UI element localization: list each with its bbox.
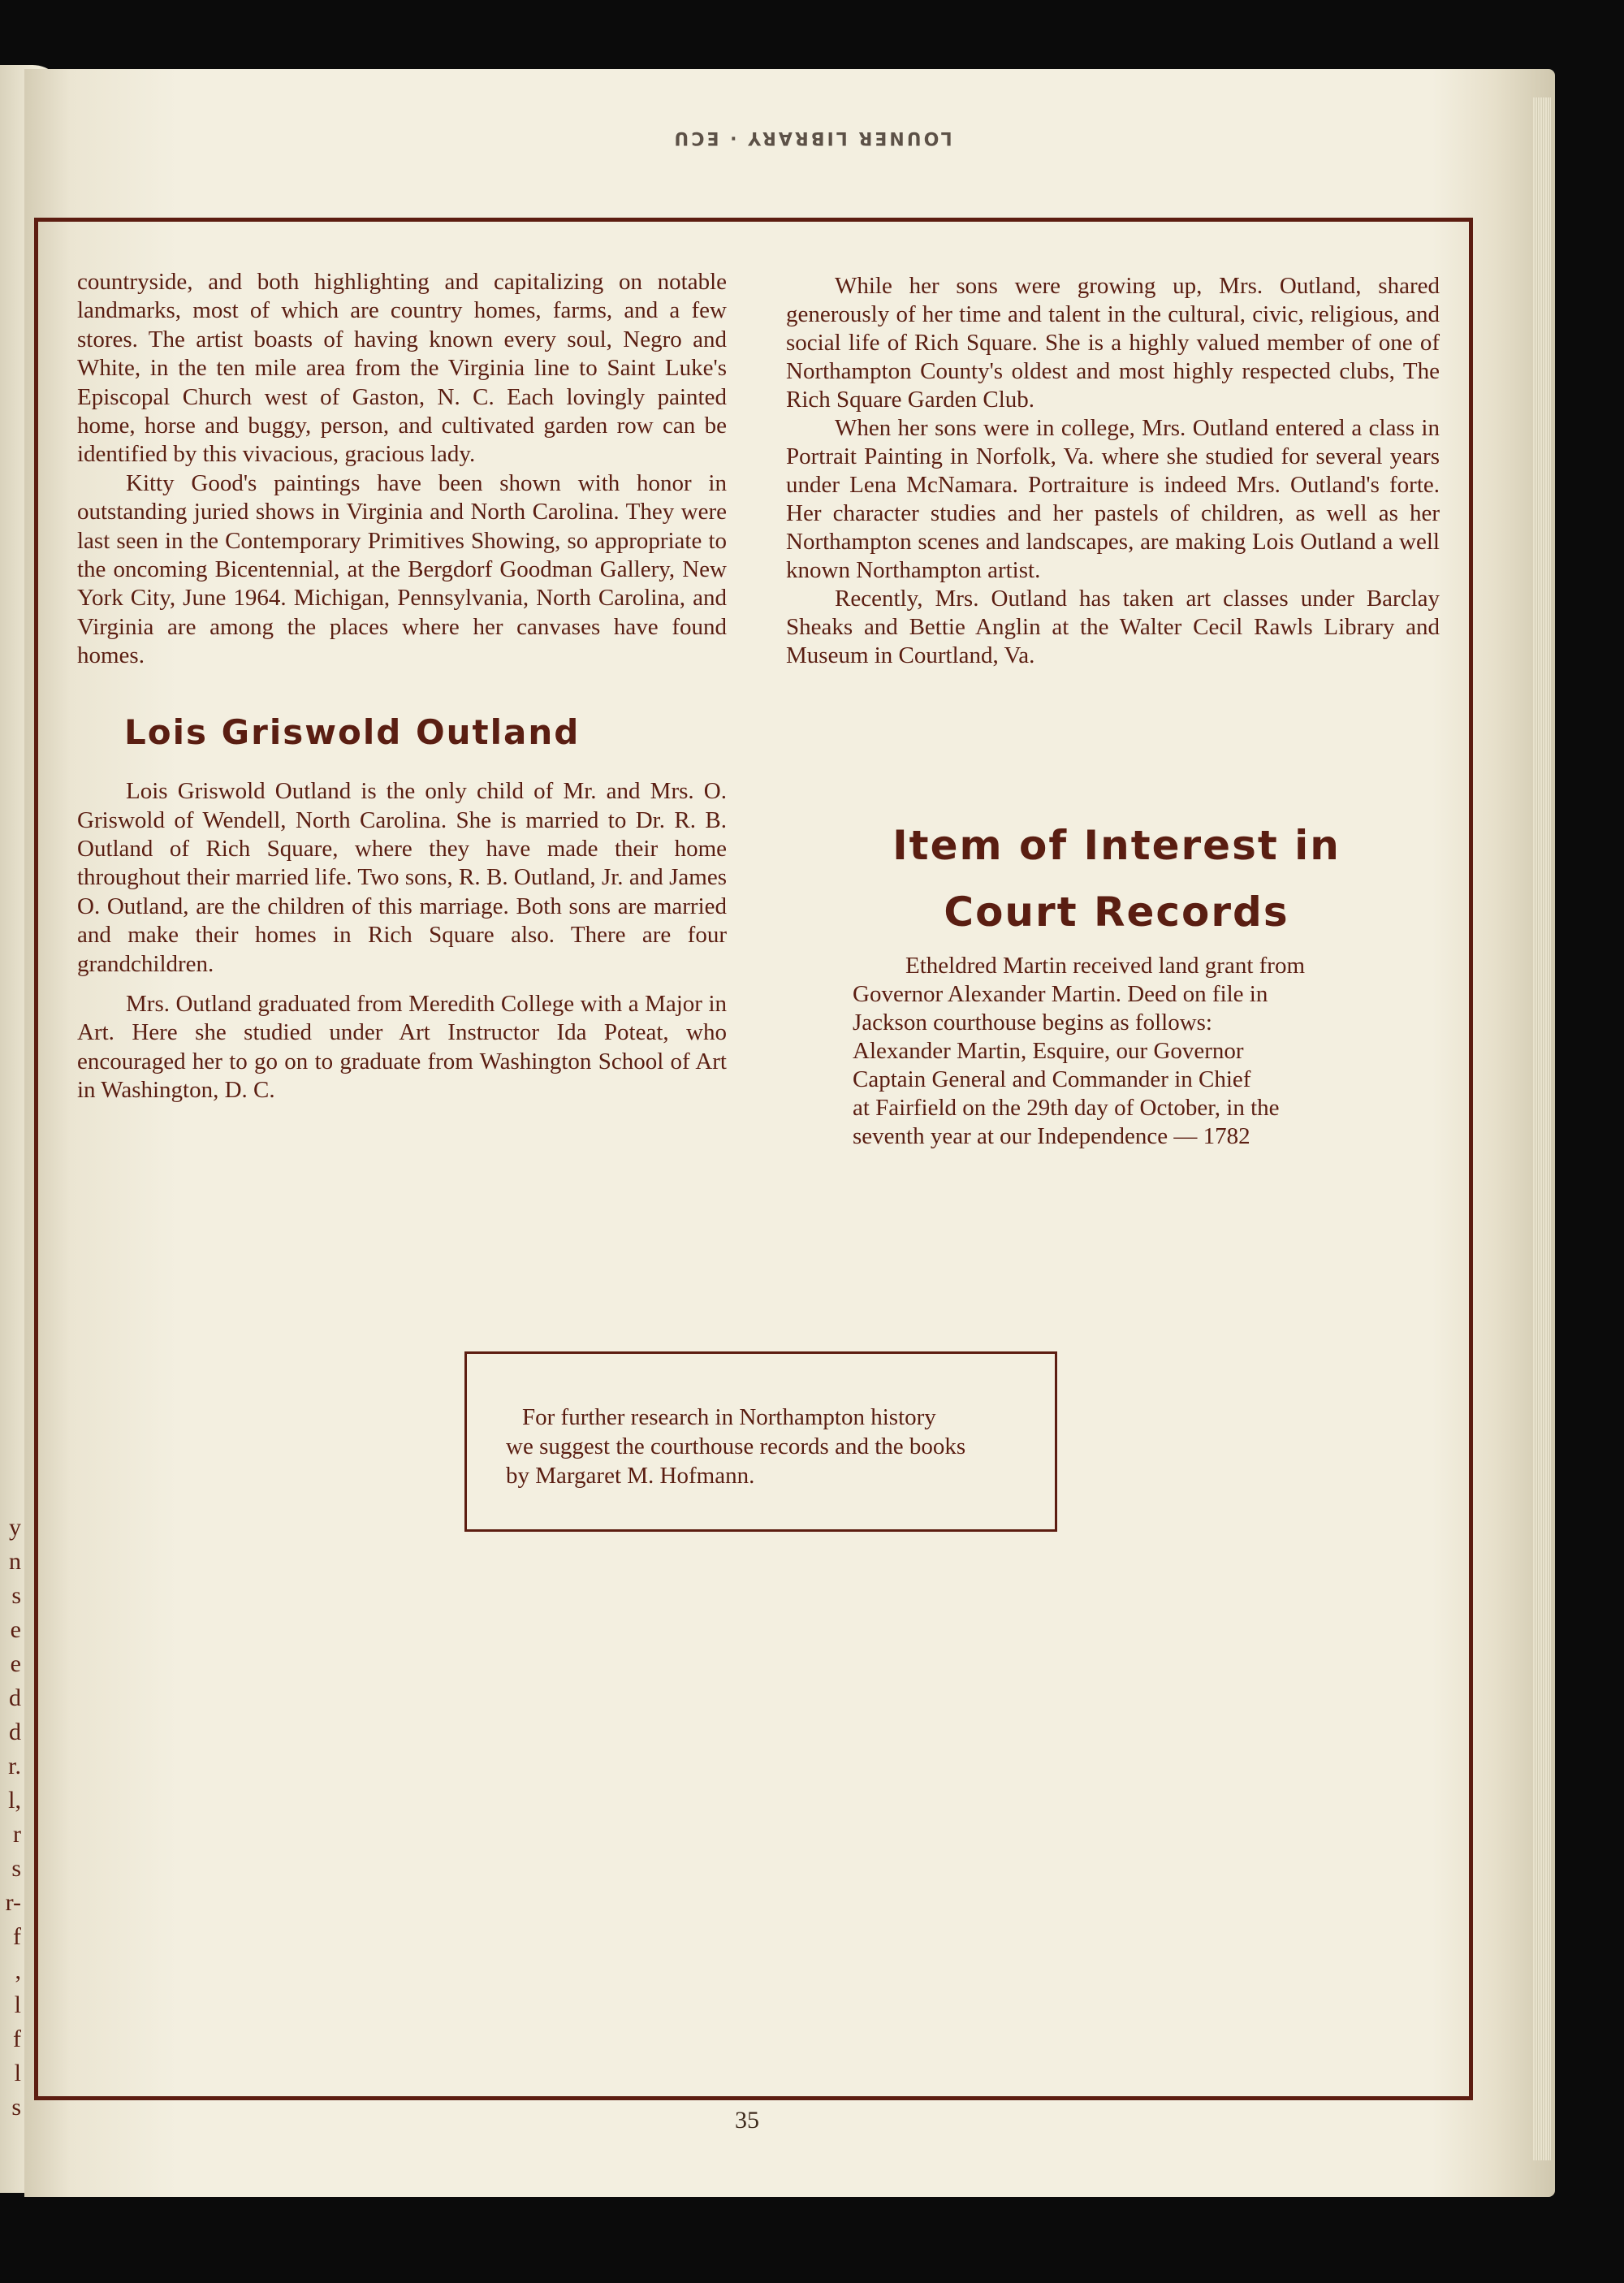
right-column (786, 272, 1440, 670)
research-note-line: by Margaret M. Hofmann. (506, 1463, 755, 1489)
left-page-fragment: y (9, 1514, 21, 1541)
left-column (77, 268, 727, 1105)
left-page-text-fragments (0, 1511, 21, 2125)
court-records-line: Jackson courthouse begins as follows: (853, 1010, 1212, 1036)
running-header: LOUNER LIBRARY · ECU (672, 128, 952, 148)
left-page-fragment: r (13, 1821, 21, 1848)
paragraph-kitty-good: Kitty Good's paintings have been shown with honor in outstanding juried shows in Virginia and North Carolina. They were last seen in the Contemporary Primitives Showing, so appropriate to the oncoming Bicentennial, at the Bergdorf Goodman Gallery, New York City, June 1964. Michigan, Pennsylvania, North Carolina, and Virginia are among the places where her canvases have found homes. (77, 469, 727, 669)
left-page-fragment: f (13, 1923, 21, 1950)
paragraph-lois-education: Mrs. Outland graduated from Meredith College with a Major in Art. Here she studied under Art Instructor Ida Poteat, who encouraged her to go on to graduate from Washington School of Art in Washington, D. C. (77, 990, 727, 1104)
left-page-fragment: e (10, 1650, 21, 1677)
paragraph-recent-classes: Recently, Mrs. Outland has taken art classes under Barclay Sheaks and Bettie Anglin at the Walter Cecil Rawls Library and Museum in Courtland, Va. (786, 586, 1440, 668)
left-page-fragment: l (14, 1991, 21, 2018)
court-records-line: Governor Alexander Martin. Deed on file in (853, 981, 1268, 1007)
research-note-line: we suggest the courthouse records and the books (506, 1433, 966, 1459)
research-note-text (506, 1403, 1026, 1490)
left-page-fragment: l (14, 2060, 21, 2086)
left-page-fragment: d (9, 1719, 21, 1745)
left-page-fragment: s (11, 2094, 21, 2121)
left-page-fragment: r. (8, 1753, 21, 1779)
left-page-fragment: f (13, 2026, 21, 2052)
research-note-line: For further research in Northampton history (522, 1404, 936, 1430)
left-page-fragment: d (9, 1684, 21, 1711)
left-page-fragment: r- (5, 1889, 21, 1916)
court-records-line: Alexander Martin, Esquire, our Governor (853, 1038, 1244, 1064)
court-records-heading (804, 812, 1429, 945)
paragraph-countryside: countryside, and both highlighting and capitalizing on notable landmarks, most of which are country homes, farms, and a few stores. The artist boasts of having known every soul, Negro and White, in the ten mile area from the Virginia line to Saint Luke's Episcopal Church west of Gaston, N. C. Each lovingly painted home, horse and buggy, person, and cultivated garden row can be identified by this vivacious, gracious lady. (77, 269, 727, 468)
paragraph-portrait-painting: When her sons were in college, Mrs. Outland entered a class in Portrait Painting in Norfolk, Va. where she studied for several years under Lena McNamara. Portraiture is indeed Mrs. Outland's forte. Her character studies and her pastels of children, as well as her Northampton scenes and landscapes, are making Lois Outland a well known Northampton artist. (786, 415, 1440, 583)
court-records-heading-line-1: Item of Interest in (892, 822, 1341, 869)
left-page-fragment: s (11, 1855, 21, 1882)
left-page-fragment: n (9, 1548, 21, 1575)
court-records-line: seventh year at our Independence — 1782 (853, 1123, 1250, 1149)
page-stack-edge (1533, 97, 1551, 2160)
section-heading-lois-outland: Lois Griswold Outland (124, 711, 581, 752)
court-records-text (853, 952, 1437, 1151)
left-page-fragment: s (11, 1582, 21, 1609)
paragraph-lois-family: Lois Griswold Outland is the only child of Mr. and Mrs. O. Griswold of Wendell, North Carolina. She is married to Dr. R. B. Outland of Rich Square, where they have made their home throughout their married life. Two sons, R. B. Outland, Jr. and James O. Outland, are the children of this marriage. Both sons are married and make their homes in Rich Square also. There are four grandchildren. (77, 778, 727, 977)
court-records-line: at Fairfield on the 29th day of October, in the (853, 1095, 1280, 1121)
left-page-fragment: , (15, 1957, 21, 1984)
research-note-box (464, 1351, 1057, 1532)
paragraph-sons-growing-up: While her sons were growing up, Mrs. Outland, shared generously of her time and talent in the cultural, civic, religious, and social life of Rich Square. She is a highly valued member of one of Northampton County's oldest and most highly respected clubs, The Rich Square Garden Club. (786, 273, 1440, 413)
left-page-fragment: e (10, 1616, 21, 1643)
left-page-fragment: l, (8, 1787, 21, 1814)
court-records-line: Captain General and Commander in Chief (853, 1066, 1251, 1092)
court-records-line: Etheldred Martin received land grant from (905, 953, 1305, 979)
court-records-heading-line-2: Court Records (944, 889, 1289, 936)
page-number: 35 (735, 2107, 759, 2134)
